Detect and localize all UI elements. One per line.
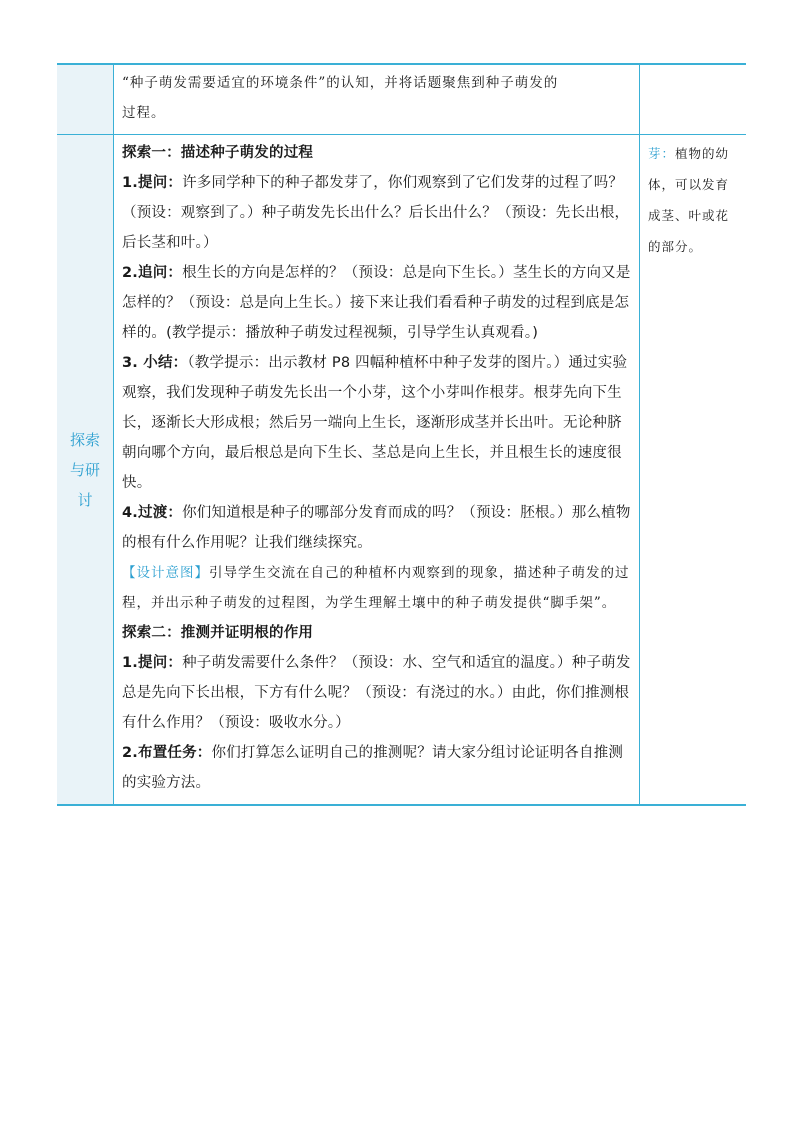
content-cell <box>114 64 640 135</box>
paragraph-q3 <box>122 348 631 498</box>
q2-label: 2.追问： <box>122 265 183 281</box>
q4-text: 你们知道根是种子的哪部分发育而成的吗？（预设：胚根。）那么植物的根有什么作用呢？让我们继续探究。 <box>122 505 631 551</box>
q2-text: 根生长的方向是怎样的？（预设：总是向下生长。）茎生长的方向又是怎样的？（预设：总是向上生长。）接下来让我们看看种子萌发的过程到底是怎样的。(教学提示：播放种子萌发过程视频，引导学生认真观看。) <box>122 265 631 341</box>
e2q1-text: 种子萌发需要什么条件？（预设：水、空气和适宜的温度。）种子萌发总是先向下长出根，下方有什么呢？（预设：有浇过的水。）由此，你们推测根有什么作用？（预设：吸收水分。） <box>122 655 631 731</box>
q3-text: （教学提示：出示教材 P8 四幅种植杯中种子发芽的图片。）通过实验观察，我们发现种子萌发先长出一个小芽，这个小芽叫作根芽。根芽先向下生长，逐渐长大形成根；然后另一端向上生长，逐渐形成茎并长出叶。无论种脐朝向哪个方向，最后根总是向下生长、茎总是向上生长，并且根生长的速度很快。 <box>122 355 628 491</box>
q1-text: 许多同学种下的种子都发芽了，你们观察到了它们发芽的过程了吗？（预设：观察到了。）种子萌发先长出什么？后长出什么？（预设：先长出根，后长茎和叶。） <box>122 175 630 251</box>
paragraph-q2 <box>122 258 631 348</box>
table-row <box>57 64 746 135</box>
paragraph-q1 <box>122 168 631 258</box>
explore1-title: 探索一：描述种子萌发的过程 <box>122 145 314 161</box>
q4-label: 4.过渡： <box>122 505 183 521</box>
note-term: 芽： <box>648 146 676 161</box>
text-line: 过程。 <box>122 105 166 121</box>
paragraph-q4 <box>122 498 631 558</box>
q1-label: 1.提问： <box>122 175 183 191</box>
table-row <box>57 135 746 806</box>
text-line: “种子萌发需要适宜的环境条件”的认知，并将话题聚焦到种子萌发的 <box>122 75 559 91</box>
explore2-title: 探索二：推测并证明根的作用 <box>122 625 314 641</box>
content-cell <box>114 135 640 806</box>
note-cell <box>640 135 747 806</box>
e2q2-label: 2.布置任务： <box>122 745 212 761</box>
design-intent <box>122 558 631 618</box>
design-text: 引导学生交流在自己的种植杯内观察到的现象，描述种子萌发的过程，并出示种子萌发的过程图，为学生理解土壤中的种子萌发提供“脚手架”。 <box>122 565 630 611</box>
lesson-table <box>57 63 746 806</box>
e2q1-label: 1.提问： <box>122 655 183 671</box>
section-label-cell <box>57 135 114 806</box>
section-label: 探索 <box>69 430 100 449</box>
paragraph-e2q1 <box>122 648 631 738</box>
section-label: 讨 <box>77 490 93 509</box>
section-label: 与研 <box>69 460 100 479</box>
note-cell-empty <box>640 64 747 135</box>
note-text: 植物的幼体，可以发育成茎、叶或花的部分。 <box>648 146 730 254</box>
e2q2-text: 你们打算怎么证明自己的推测呢？请大家分组讨论证明各自推测的实验方法。 <box>122 745 624 791</box>
section-cell-empty <box>57 64 114 135</box>
design-label: 【设计意图】 <box>122 565 209 581</box>
paragraph-e2q2 <box>122 738 631 798</box>
q3-label: 3. 小结： <box>122 355 188 371</box>
